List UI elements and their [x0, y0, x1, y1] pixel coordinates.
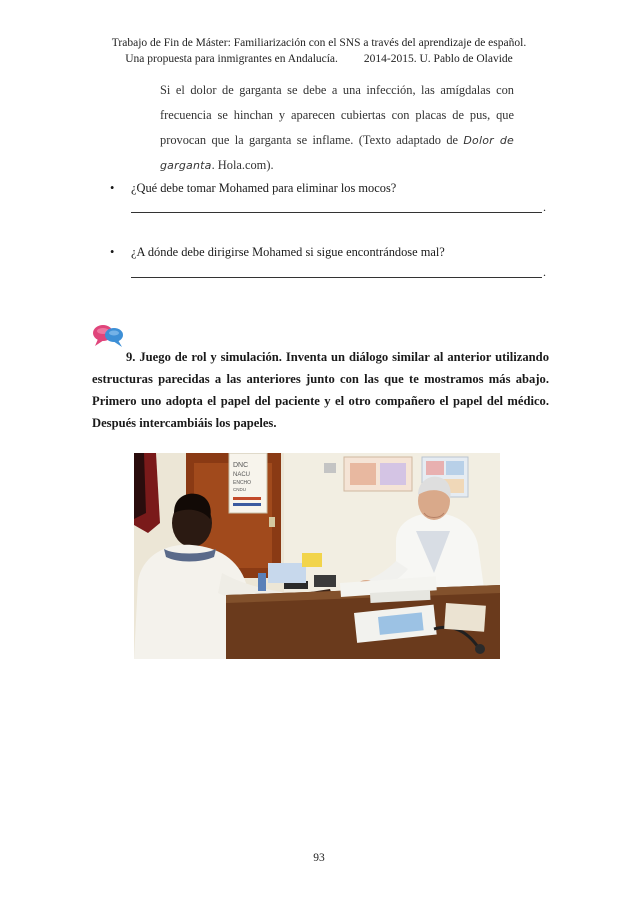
quote-source-title: Dolor de garganta	[160, 134, 515, 172]
photo-illustration	[134, 453, 500, 659]
page-number: 93	[313, 852, 325, 864]
eye-chart-line-4: CNDU	[233, 487, 246, 492]
exercise-text: 9. Juego de rol y simulación. Inventa un diálogo similar al anterior utilizando estructuras parecidas a las anteriores junto con las que te mostramos más abajo. Primero uno adopta el papel del paciente y el otro compañero el papel del médico. Después intercambiáis los papeles.	[92, 350, 549, 430]
question-text: ¿Qué debe tomar Mohamed para eliminar los mocos?	[131, 181, 397, 195]
question-text: ¿A dónde debe dirigirse Mohamed si sigue encontrándose mal?	[131, 245, 445, 259]
bullet-icon: •	[110, 181, 115, 195]
page-header	[0, 36, 638, 67]
header-subtitle	[0, 52, 638, 68]
answer-line-end: .	[543, 265, 546, 279]
eye-chart-line-2: NACU	[233, 472, 251, 478]
header-title: Trabajo de Fin de Máster: Familiarización con el SNS a través del aprendizaje de español.	[111, 37, 527, 49]
exercise-instructions	[92, 346, 549, 434]
quote-source-tail: . Hola.com).	[211, 158, 274, 172]
header-subtitle-left: Una propuesta para inmigrantes en Andalucía.	[125, 52, 338, 65]
quoted-paragraph	[160, 78, 514, 178]
bullet-icon: •	[110, 245, 115, 259]
answer-line-2[interactable]	[131, 277, 542, 278]
answer-line-end: .	[543, 200, 546, 214]
header-subtitle-right: 2014-2015. U. Pablo de Olavide	[363, 52, 513, 65]
quote-text: Si el dolor de garganta se debe a una infección, las amígdalas con frecuencia se hinchan y aparecen cubiertas con placas de pus, que provocan que la garganta se inflame. (Texto adaptado de	[160, 83, 514, 147]
answer-line-1[interactable]	[131, 212, 542, 213]
doctor-patient-photo	[134, 453, 500, 659]
eye-chart-line-1: DNC	[233, 462, 249, 469]
eye-chart-line-3: ENCHO	[233, 480, 252, 486]
